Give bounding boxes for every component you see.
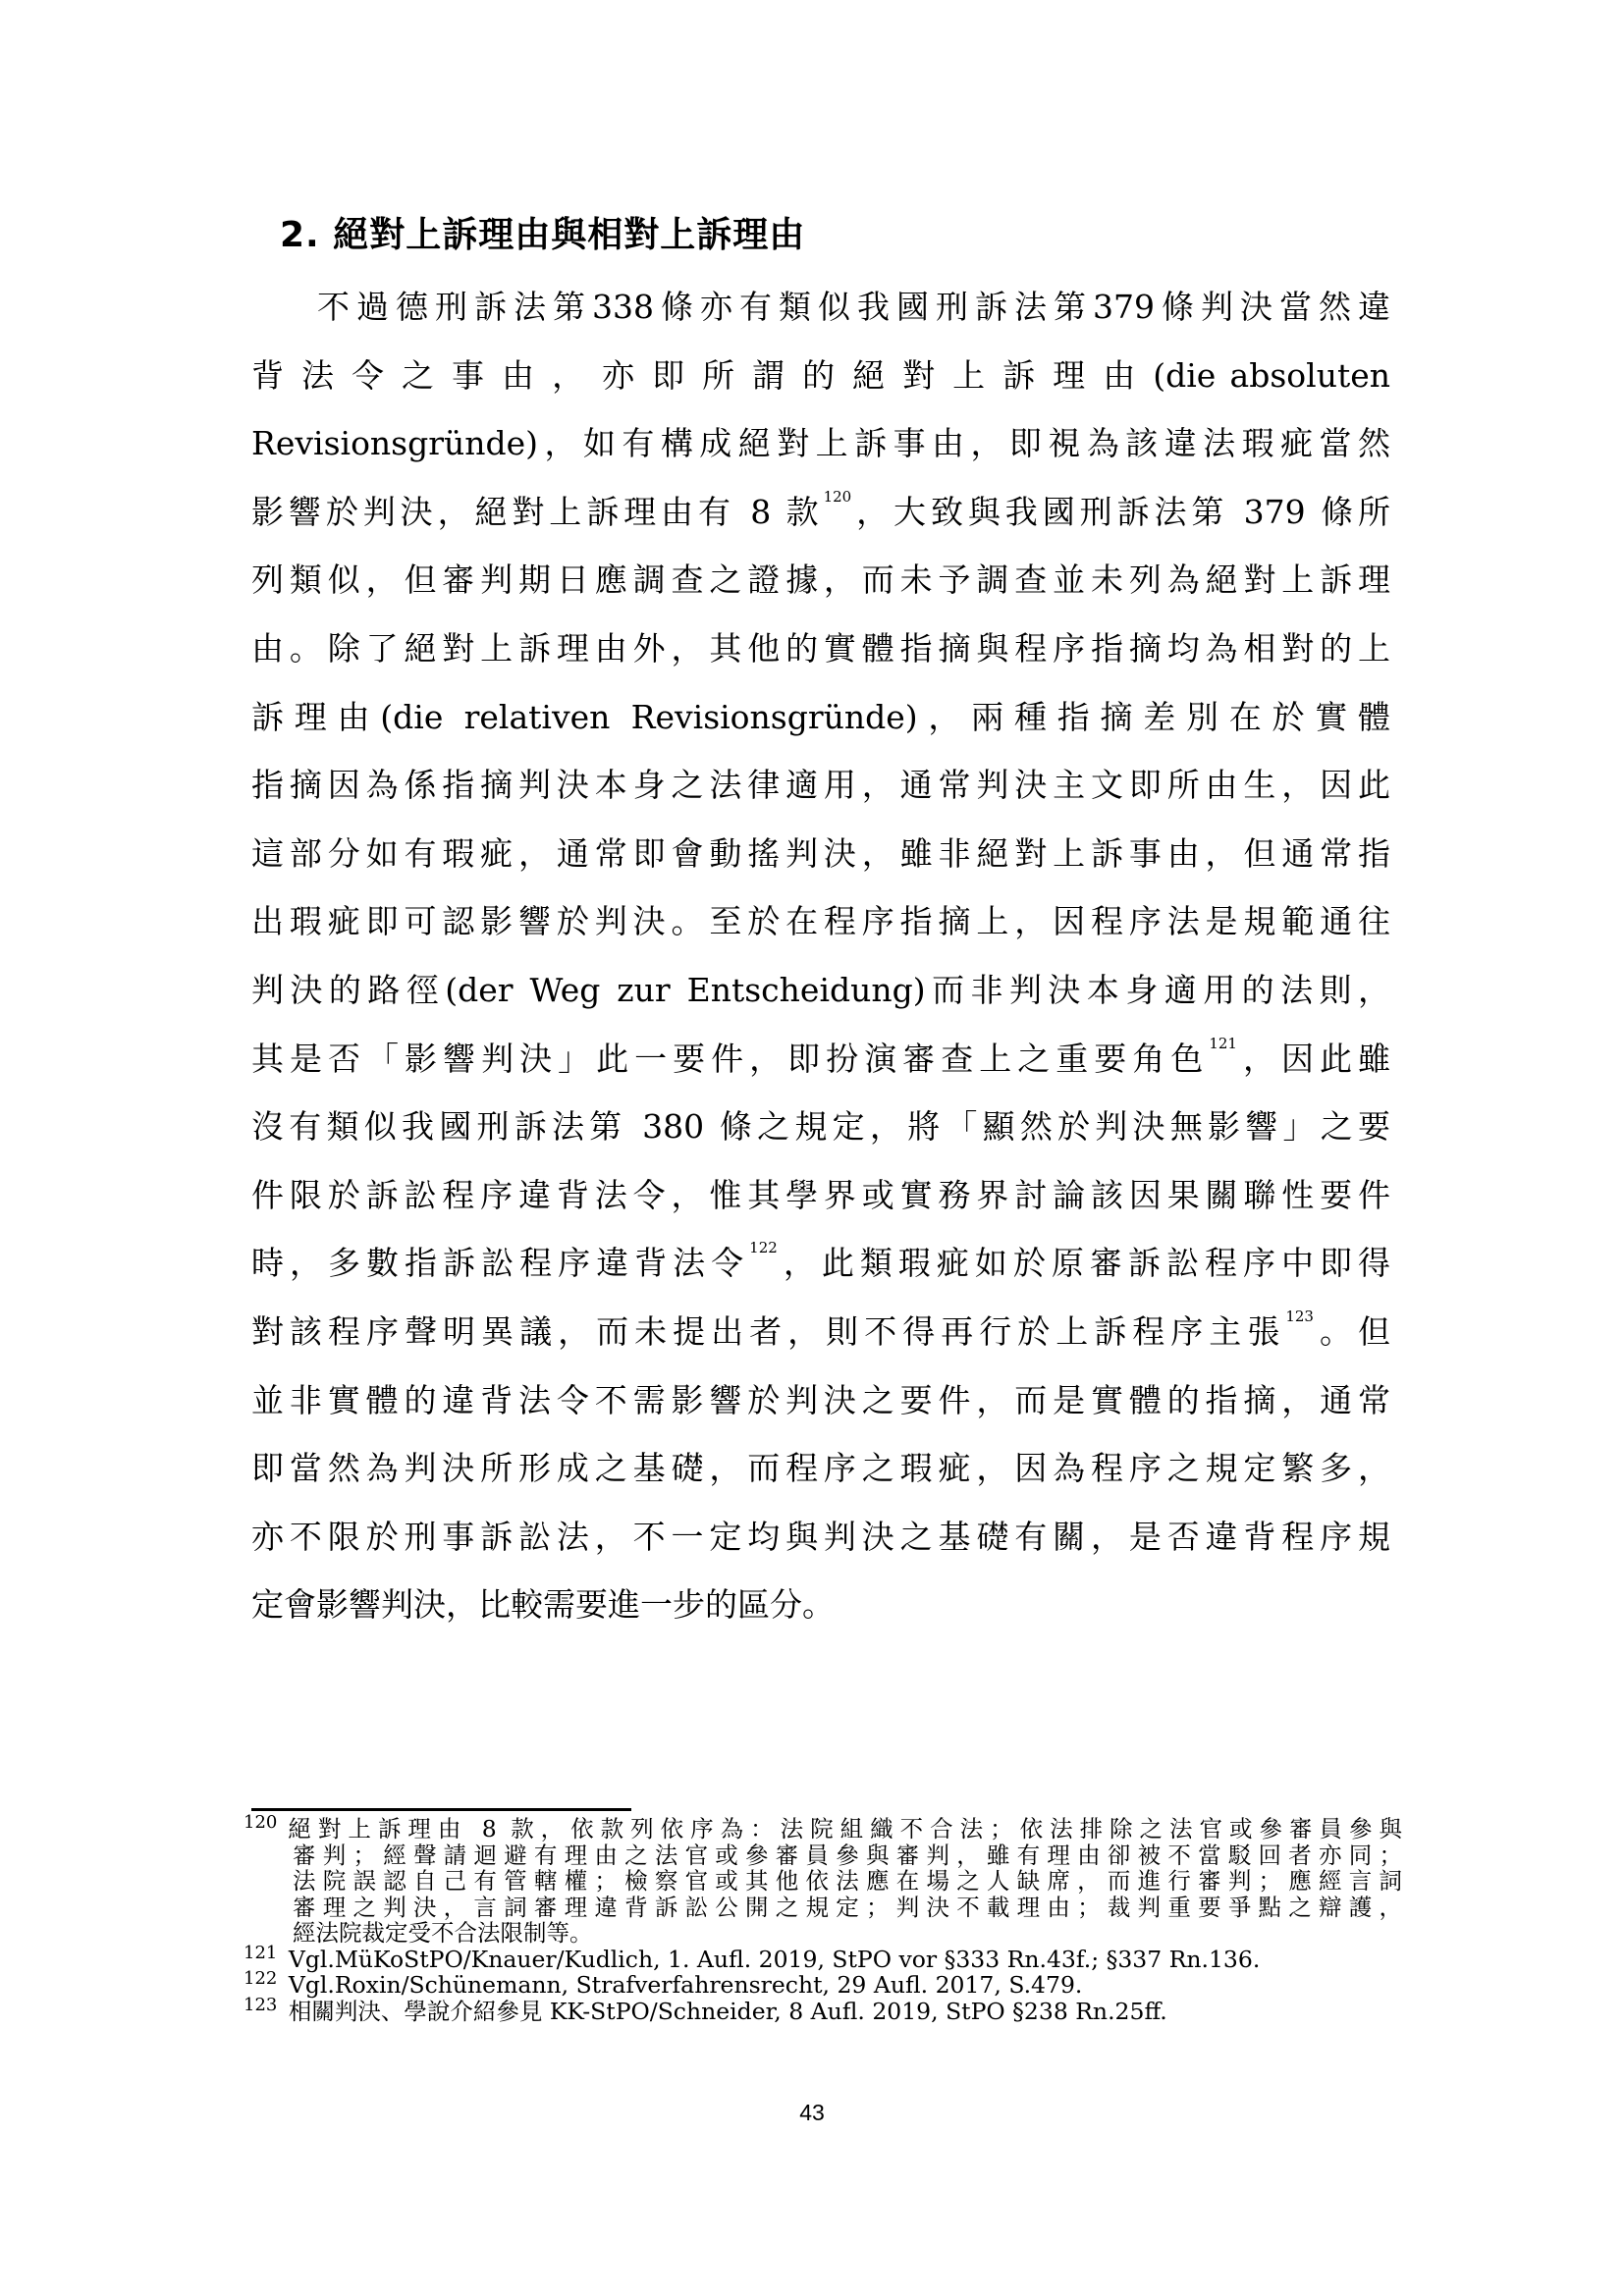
footnote-separator [251, 1808, 631, 1811]
body-text: 對該程序聲明異議，而未提出者，則不得再行於上訴程序主張 [251, 1311, 1286, 1351]
body-line [251, 1025, 1390, 1094]
footnote-ref-121[interactable]: 121 [1209, 1034, 1237, 1052]
body-line [251, 1229, 1390, 1298]
footnote-number: 123 [244, 1994, 278, 2015]
footnote-number: 121 [244, 1942, 278, 1963]
body-line [251, 478, 1390, 547]
footnote-text: 絕對上訴理由 8 款，依款列依序為：法院組織不合法；依法排除之法官或參審員參與 [281, 1815, 1402, 1842]
footnote-line: 法院誤認自己有管轄權；檢察官或其他依法應在場之人缺席，而進行審判；應經言詞 [293, 1867, 1402, 1895]
body-line: 件限於訴訟程序違背法令，惟其學界或實務界討論該因果關聯性要件 [251, 1175, 1390, 1214]
footnote-line: 經法院裁定受不合法限制等。 [293, 1919, 593, 1947]
body-line: 不過德刑訴法第338條亦有類似我國刑訴法第379條判決當然違 [317, 288, 1390, 326]
body-line: 並非實體的違背法令不需影響於判決之要件，而是實體的指摘，通常 [251, 1380, 1390, 1419]
body-text: ，此類瑕疵如於原審訴訟程序中即得 [777, 1244, 1391, 1283]
body-line: 亦不限於刑事訴訟法，不一定均與判決之基礎有關，是否違背程序規 [251, 1517, 1390, 1556]
body-line: Revisionsgründe)，如有構成絕對上訴事由，即視為該違法瑕疵當然 [251, 424, 1390, 463]
body-line: 指摘因為係指摘判決本身之法律適用，通常判決主文即所由生，因此 [251, 766, 1390, 805]
body-line: 出瑕疵即可認影響於判決。至於在程序指摘上，因程序法是規範通往 [251, 902, 1390, 941]
body-line: 即當然為判決所形成之基礎，而程序之瑕疵，因為程序之規定繁多， [251, 1449, 1390, 1488]
footnote-120 [244, 1812, 1402, 1842]
footnote-line: 審理之判決，言詞審理違背訴訟公開之規定；判決不載理由；裁判重要爭點之辯護， [293, 1893, 1402, 1921]
footnote-line: 審判；經聲請迴避有理由之法官或參審員參與審判，雖有理由卻被不當駁回者亦同； [293, 1841, 1402, 1869]
footnote-121 [244, 1942, 1402, 1973]
body-line: 判決的路徑(der Weg zur Entscheidung)而非判決本身適用的法則， [251, 970, 1390, 1009]
body-line: 背 法 令 之 事 由 ， 亦 即 所 謂 的 絕 對 上 訴 理 由 (die absoluten [251, 355, 1390, 395]
body-text: 時，多數指訴訟程序違背法令 [251, 1244, 750, 1283]
body-line: 定會影響判決，比較需要進一步的區分。 [251, 1585, 835, 1625]
body-text: 。但 [1313, 1311, 1391, 1351]
page-number: 43 [799, 2100, 825, 2125]
body-line [251, 1298, 1390, 1366]
footnote-ref-123[interactable]: 123 [1285, 1307, 1314, 1325]
body-line: 由。除了絕對上訴理由外，其他的實體指摘與程序指摘均為相對的上 [251, 628, 1390, 667]
body-line: 列類似，但審判期日應調查之證據，而未予調查並未列為絕對上訴理 [251, 561, 1390, 600]
footnote-text: 相關判決、學說介紹參見 KK-StPO/Schneider, 8 Aufl. 2019, StPO §238 Rn.25ff. [288, 1997, 1167, 2025]
body-line: 這部分如有瑕疵，通常即會動搖判決，雖非絕對上訴事由，但通常指 [251, 833, 1390, 873]
footnote-122 [244, 1968, 1402, 1999]
footnote-number: 122 [244, 1968, 278, 1989]
body-text: 影響於判決，絕對上訴理由有 8 款 [251, 492, 824, 531]
footnote-text: Vgl.MüKoStPO/Knauer/Kudlich, 1. Aufl. 2019, StPO vor §333 Rn.43f.; §337 Rn.136. [288, 1945, 1261, 1973]
body-text: ，大致與我國刑訴法第 379 條所 [851, 492, 1390, 531]
footnote-ref-120[interactable]: 120 [823, 487, 852, 506]
body-line: 訴理由(die relativen Revisionsgründe)，兩種指摘差別在於實體 [251, 697, 1390, 736]
footnote-text: Vgl.Roxin/Schünemann, Strafverfahrensrecht, 29 Aufl. 2017, S.479. [288, 1971, 1083, 1999]
footnote-number: 120 [244, 1812, 278, 1833]
body-text: 其是否「影響判決」此一要件，即扮演審查上之重要角色 [251, 1039, 1210, 1078]
body-line: 沒有類似我國刑訴法第 380 條之規定，將「顯然於判決無影響」之要 [251, 1107, 1390, 1147]
section-heading: 2. 絕對上訴理由與相對上訴理由 [280, 215, 806, 255]
footnote-123 [244, 1994, 1402, 2025]
footnote-ref-122[interactable]: 122 [749, 1239, 778, 1257]
body-text: ，因此雖 [1236, 1039, 1391, 1078]
body-paragraph [251, 273, 1390, 1639]
footnotes [244, 1812, 1402, 2025]
